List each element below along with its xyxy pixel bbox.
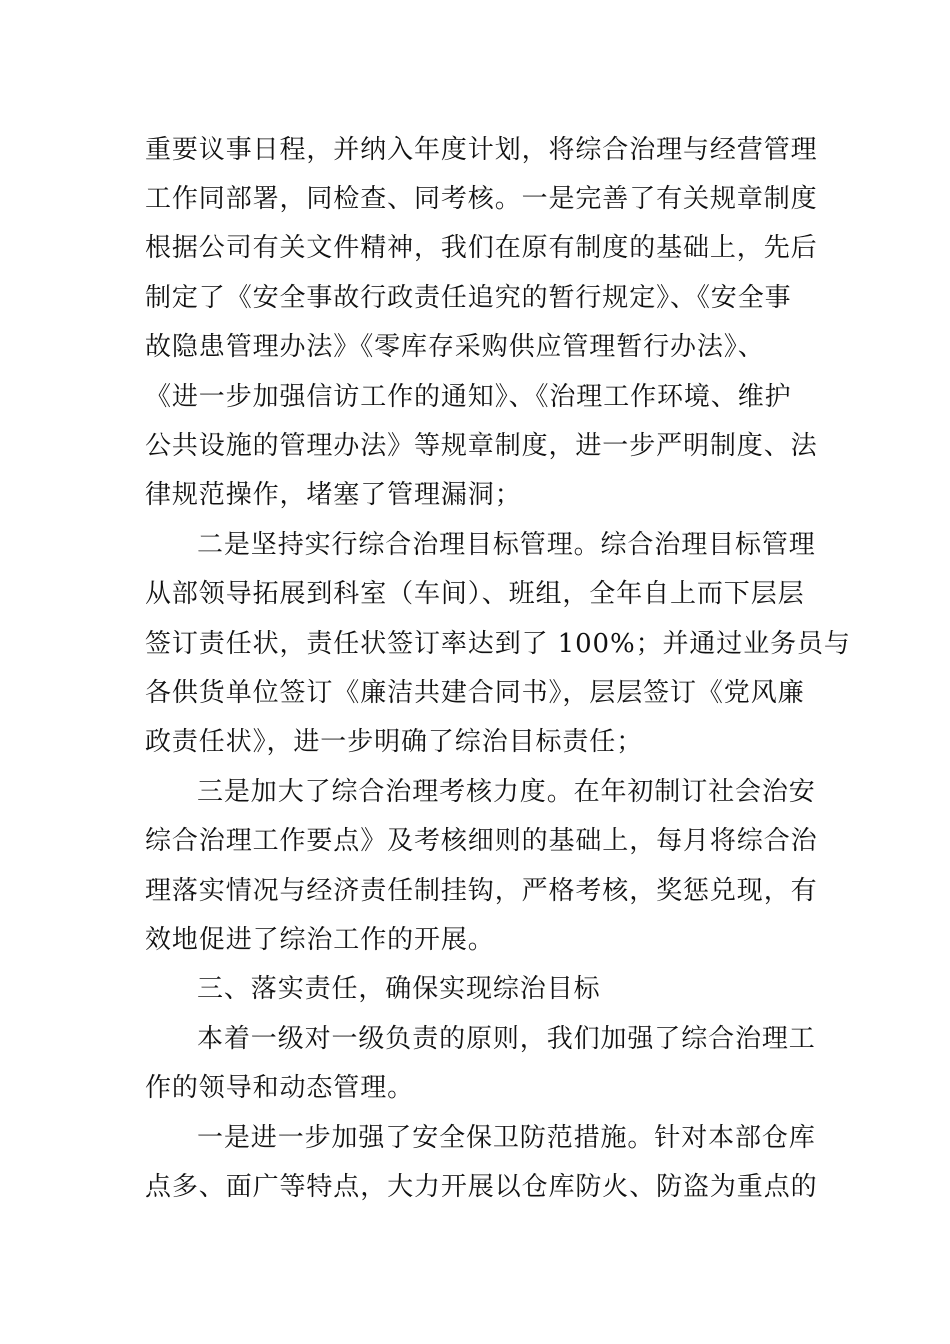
paragraph-start-line: 三是加大了综合治理考核力度。在年初制订社会治安 xyxy=(197,777,816,807)
text-line: 工作同部署，同检查、同考核。一是完善了有关规章制度 xyxy=(145,184,818,214)
paragraph-start-line: 二是坚持实行综合治理目标管理。综合治理目标管理 xyxy=(197,530,816,560)
text-line: 理落实情况与经济责任制挂钩，严格考核，奖惩兑现，有 xyxy=(145,876,818,906)
text-line: 重要议事日程，并纳入年度计划，将综合治理与经营管理 xyxy=(145,135,818,165)
text-line: 作的领导和动态管理。 xyxy=(145,1073,415,1103)
text-line: 《进一步加强信访工作的通知》、《治理工作环境、维护 xyxy=(145,382,792,412)
text-line: 点多、面广等特点，大力开展以仓库防火、防盗为重点的 xyxy=(145,1172,818,1202)
text-line: 故隐患管理办法》《零库存采购供应管理暂行办法》、 xyxy=(145,332,765,362)
text-line: 效地促进了综治工作的开展。 xyxy=(145,925,495,955)
text-line: 根据公司有关文件精神，我们在原有制度的基础上，先后 xyxy=(145,233,818,263)
paragraph-start-line: 一是进一步加强了安全保卫防范措施。针对本部仓库 xyxy=(197,1123,816,1153)
text-line: 政责任状》，进一步明确了综治目标责任； xyxy=(145,727,644,757)
text-line: 签订责任状，责任状签订率达到了 100%；并通过业务员与 xyxy=(145,629,851,659)
text-line: 律规范操作，堵塞了管理漏洞； xyxy=(145,480,522,510)
text-line: 从部领导拓展到科室（车间）、班组，全年自上而下层层 xyxy=(145,579,805,609)
text-line: 制定了《安全事故行政责任追究的暂行规定》、《安全事 xyxy=(145,283,792,313)
section-heading: 三、落实责任，确保实现综治目标 xyxy=(197,974,601,1004)
text-line: 公共设施的管理办法》等规章制度，进一步严明制度、法 xyxy=(145,431,818,461)
text-line: 综合治理工作要点》及考核细则的基础上，每月将综合治 xyxy=(145,826,818,856)
paragraph-start-line: 本着一级对一级负责的原则，我们加强了综合治理工 xyxy=(197,1024,816,1054)
text-line: 各供货单位签订《廉洁共建合同书》，层层签订《党风廉 xyxy=(145,678,805,708)
